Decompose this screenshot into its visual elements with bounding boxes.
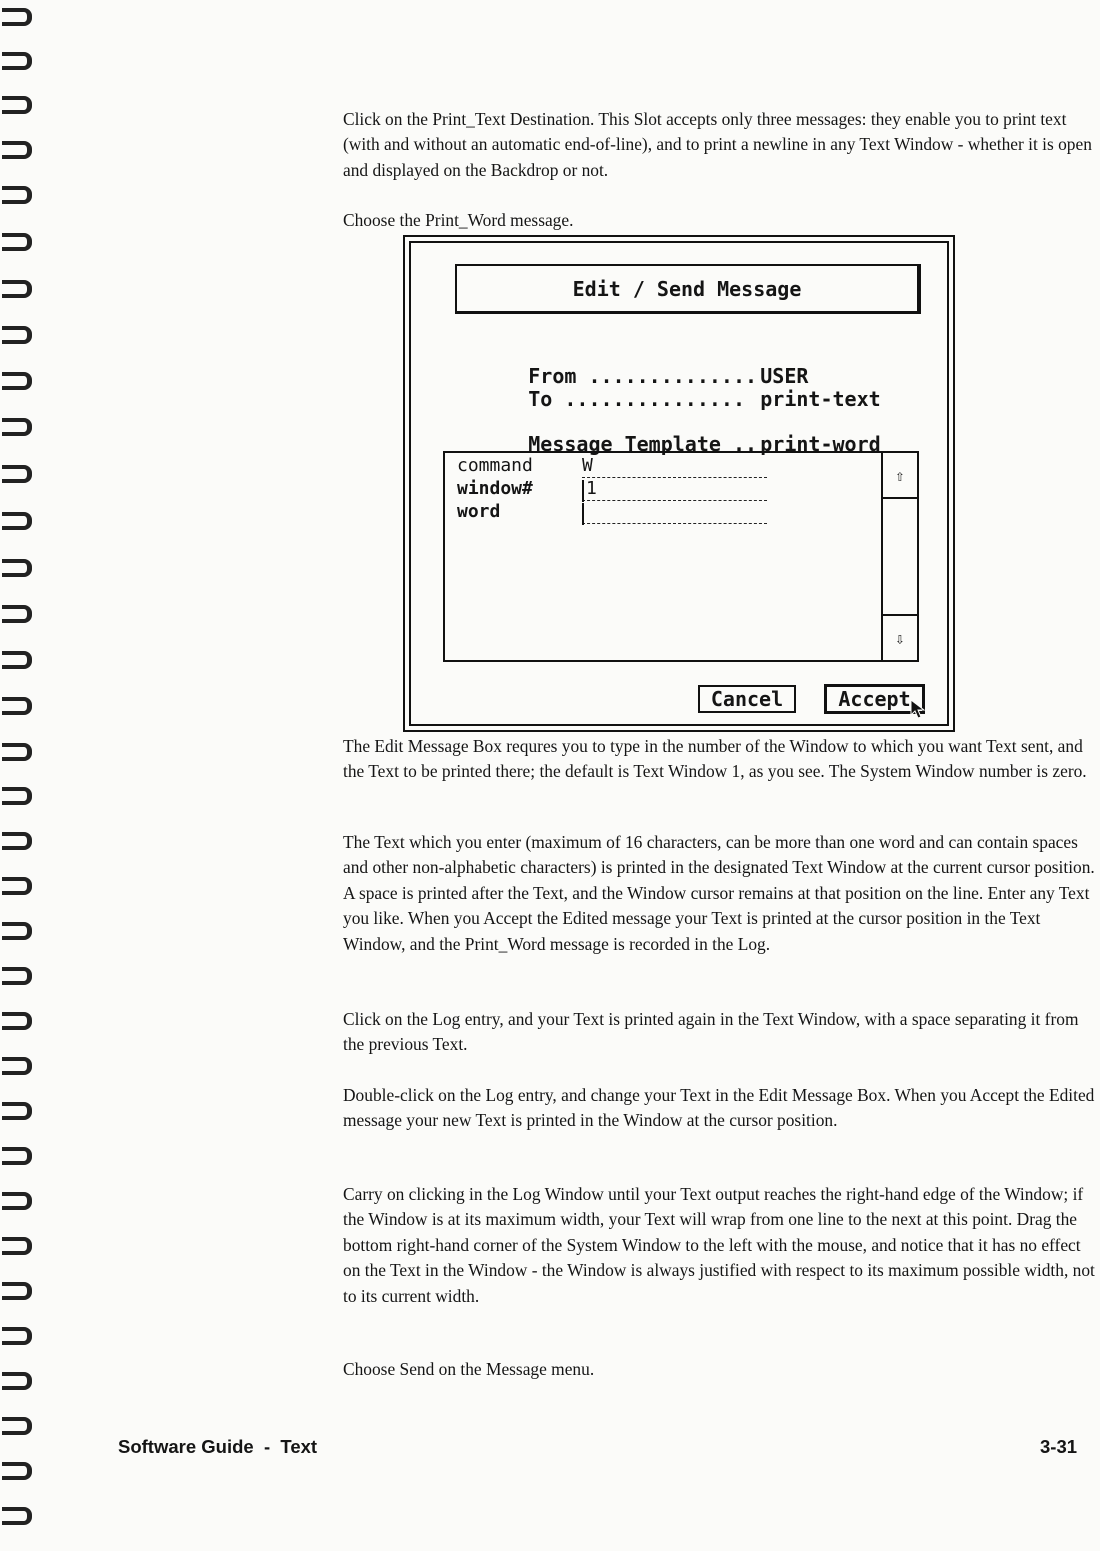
spiral-binding <box>0 0 40 1551</box>
paragraph-text-enter: The Text which you enter (maximum of 16 characters, can be more than one word and can contain spaces and other non-alphabetic characters) is printed in the designated Text Window at the current cursor position. A space is printed after the Text, and the Window cursor remains at that position on the line. Enter any Text you like. When you Accept the Edited message your Text is printed at the cursor position in the Text Window, and the Print_Word message is recorded in the Log. <box>343 832 1095 954</box>
window-number-input[interactable] <box>582 478 767 501</box>
binding-ring <box>2 1012 32 1030</box>
binding-ring <box>2 186 32 204</box>
binding-ring <box>2 141 32 159</box>
binding-ring <box>2 280 32 298</box>
input-left-edge <box>582 503 584 525</box>
from-label: From .............. <box>528 364 758 388</box>
binding-ring <box>2 1237 32 1255</box>
binding-ring <box>2 1282 32 1300</box>
edit-send-message-dialog <box>403 235 955 732</box>
arrow-up-icon: ⇧ <box>895 465 905 485</box>
binding-ring <box>2 52 32 70</box>
dialog-title: Edit / Send Message <box>455 264 921 314</box>
footer-left-text: Software Guide - Text <box>118 1436 318 1457</box>
command-value: W <box>582 455 593 476</box>
word-input[interactable] <box>582 501 767 524</box>
binding-ring <box>2 877 32 895</box>
template-label: Message Template .. <box>528 432 758 456</box>
paragraph-click-log: Click on the Log entry, and your Text is printed again in the Text Window, with a space separating it from the previous Text. <box>343 1009 1079 1055</box>
paragraph-intro: Click on the Print_Text Destination. This Slot accepts only three messages: they enable you to print text (with and without an automatic end-of-line), and to print a newline in any Text Window - whether it is open and displayed on the Backdrop or not. <box>343 109 1092 180</box>
binding-ring <box>2 326 32 344</box>
param-name-word: word <box>457 501 501 522</box>
footer-section-title <box>118 1436 317 1458</box>
window-number-value: 1 <box>586 478 597 499</box>
binding-ring <box>2 559 32 577</box>
dialog-frame <box>409 241 949 726</box>
cancel-button[interactable]: Cancel <box>698 685 796 713</box>
binding-ring <box>2 787 32 805</box>
to-label: To ............... <box>528 387 745 411</box>
command-input[interactable] <box>582 455 767 478</box>
binding-ring <box>2 1462 32 1480</box>
binding-ring <box>2 743 32 761</box>
binding-ring <box>2 605 32 623</box>
paragraph-choose-send: Choose Send on the Message menu. <box>343 1359 595 1379</box>
binding-ring <box>2 418 32 436</box>
paragraph-carry-on: Carry on clicking in the Log Window until your Text output reaches the right-hand edge of the Window; if the Window is at its maximum width, your Text will wrap from one line to the next at this point. Drag the bottom right-hand corner of the System Window to the left with the mouse, and notice that it has no effect on the Text in the Window - the Window is always justified with respect to its maximum possible width, not to its current width. <box>343 1184 1095 1306</box>
scroll-down-button[interactable] <box>883 614 917 660</box>
accept-button[interactable]: Accept <box>824 684 925 714</box>
binding-ring <box>2 96 32 114</box>
binding-ring <box>2 233 32 251</box>
binding-ring <box>2 8 32 26</box>
from-value: USER <box>760 364 809 388</box>
scroll-up-button[interactable] <box>883 453 917 499</box>
param-name-command: command <box>457 455 533 476</box>
page-number: 3-31 <box>1040 1436 1078 1457</box>
parameter-list <box>443 451 919 662</box>
arrow-down-icon: ⇩ <box>895 628 905 648</box>
binding-ring <box>2 1327 32 1345</box>
paragraph-edit-box: The Edit Message Box requres you to type in the number of the Window to which you want Text sent, and the Text to be printed there; the default is Text Window 1, as you see. The System Window number is zero. <box>343 736 1087 782</box>
paragraph-double-click: Double-click on the Log entry, and change your Text in the Edit Message Box. When you Accept the Edited message your new Text is printed in the Window at the cursor position. <box>343 1085 1095 1131</box>
param-name-window: window# <box>457 478 533 499</box>
scrollbar[interactable] <box>881 453 917 660</box>
template-value: print-word <box>760 432 881 456</box>
binding-ring <box>2 1417 32 1435</box>
binding-ring <box>2 372 32 390</box>
binding-ring <box>2 512 32 530</box>
binding-ring <box>2 1372 32 1390</box>
mouse-pointer-icon <box>909 699 927 719</box>
binding-ring <box>2 1057 32 1075</box>
to-value: print-text <box>760 387 881 411</box>
binding-ring <box>2 1507 32 1525</box>
paragraph-choose: Choose the Print_Word message. <box>343 210 574 230</box>
binding-ring <box>2 832 32 850</box>
binding-ring <box>2 1192 32 1210</box>
binding-ring <box>2 651 32 669</box>
text-cursor <box>582 480 584 502</box>
binding-ring <box>2 1102 32 1120</box>
binding-ring <box>2 922 32 940</box>
binding-ring <box>2 1147 32 1165</box>
binding-ring <box>2 697 32 715</box>
binding-ring <box>2 465 32 483</box>
binding-ring <box>2 967 32 985</box>
